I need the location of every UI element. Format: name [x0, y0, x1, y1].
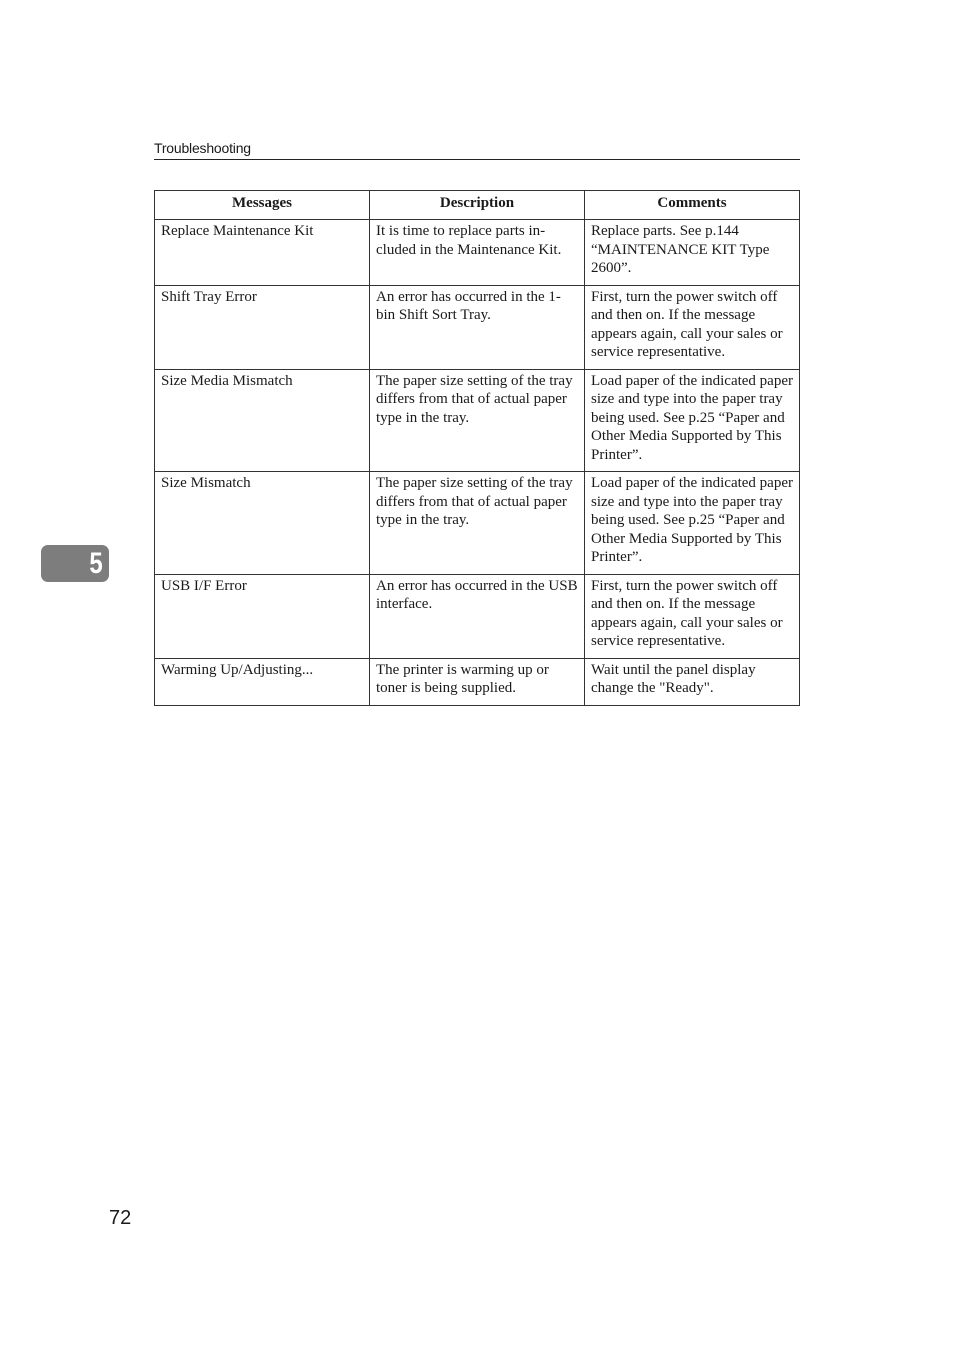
description-cell: It is time to replace parts in-cluded in the Maintenance Kit. [370, 220, 585, 286]
table-row [155, 472, 800, 575]
chapter-number: 5 [89, 547, 103, 580]
column-header-description: Description [370, 191, 585, 220]
page-number: 72 [109, 1207, 132, 1229]
table-row [155, 220, 800, 286]
comment-cell: Load paper of the indicated paper size and type into the paper tray being used. See p.25 “Paper and Other Media Supported by This Printer”. [585, 472, 800, 575]
table-row [155, 285, 800, 369]
section-title: Troubleshooting [154, 140, 251, 156]
message-cell: Warming Up/Adjusting... [155, 658, 370, 705]
comment-cell: Wait until the panel display change the "Ready". [585, 658, 800, 705]
comment-cell: First, turn the power switch off and then on. If the message appears again, call your sales or service representative. [585, 285, 800, 369]
comment-cell: Load paper of the indicated paper size and type into the paper tray being used. See p.25 “Paper and Other Media Supported by This Printer”. [585, 369, 800, 472]
table-header-row [155, 191, 800, 220]
description-cell: The paper size setting of the tray differs from that of actual paper type in the tray. [370, 472, 585, 575]
chapter-tab [41, 545, 109, 582]
running-head [154, 139, 800, 160]
comment-cell: Replace parts. See p.144 “MAINTENANCE KIT Type 2600”. [585, 220, 800, 286]
message-cell: Size Media Mismatch [155, 369, 370, 472]
message-cell: Replace Maintenance Kit [155, 220, 370, 286]
table-row [155, 369, 800, 472]
description-cell: The paper size setting of the tray differs from that of actual paper type in the tray. [370, 369, 585, 472]
description-cell: The printer is warming up or toner is being supplied. [370, 658, 585, 705]
column-header-comments: Comments [585, 191, 800, 220]
column-header-messages: Messages [155, 191, 370, 220]
message-cell: Size Mismatch [155, 472, 370, 575]
description-cell: An error has occurred in the 1-bin Shift Sort Tray. [370, 285, 585, 369]
table-row [155, 574, 800, 658]
description-cell: An error has occurred in the USB interface. [370, 574, 585, 658]
message-cell: Shift Tray Error [155, 285, 370, 369]
table-row [155, 658, 800, 705]
message-cell: USB I/F Error [155, 574, 370, 658]
comment-cell: First, turn the power switch off and then on. If the message appears again, call your sales or service representative. [585, 574, 800, 658]
messages-table [154, 190, 800, 706]
